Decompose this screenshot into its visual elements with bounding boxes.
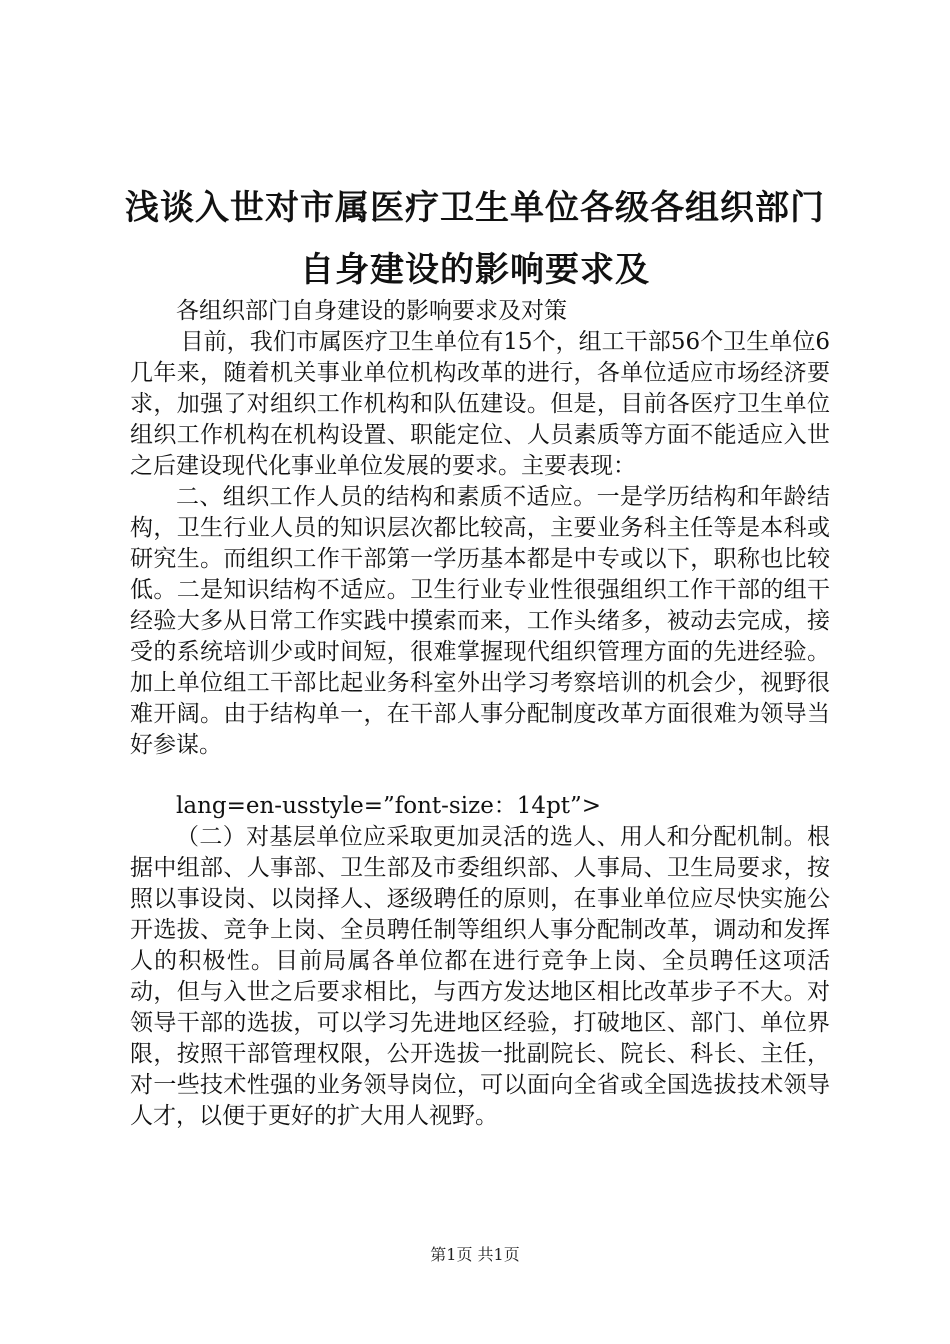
paragraph-stray-markup: lang=en-usstyle=”font-size：14pt”> [176,793,602,819]
document-body [130,296,830,1132]
page-number-footer: 第1页 共1页 [430,1245,520,1264]
paragraph-section-ii: （二）对基层单位应采取更加灵活的选人、用人和分配机制。根据中组部、人事部、卫生部及市委组织部、人事局、卫生局要求，按照以事设岗、以岗择人、逐级聘任的原则，在事业单位应尽快实施公开选拔、竞争上岗、全员聘任制等组织人事分配制改革，调动和发挥人的积极性。目前局属各单位都在进行竞争上岗、全员聘任这项活动，但与入世之后要求相比，与西方发达地区相比改革步子不大。对领导干部的选拔，可以学习先进地区经验，打破地区、部门、单位界限，按照干部管理权限，公开选拔一批副院长、院长、科长、主任，对一些技术性强的业务领导岗位，可以面向全省或全国选拔技术领导人才，以便于更好的扩大用人视野。 [130,824,830,1129]
document-title-line-1: 浅谈入世对市属医疗卫生单位各级各组织部门 [125,188,825,228]
document-title-line-2: 自身建设的影响要求及 [300,250,650,290]
paragraph-subtitle: 各组织部门自身建设的影响要求及对策 [176,298,567,324]
paragraph-section-2: 二、组织工作人员的结构和素质不适应。一是学历结构和年龄结构，卫生行业人员的知识层次都比较高，主要业务科主任等是本科或研究生。而组织工作干部第一学历基本都是中专或以下，职称也比较低。二是知识结构不适应。卫生行业专业性很强组织工作干部的组干经验大多从日常工作实践中摸索而来，工作头绪多，被动去完成，接受的系统培训少或时间短，很难掌握现代组织管理方面的先进经验。加上单位组工干部比起业务科室外出学习考察培训的机会少，视野很难开阔。由于结构单一，在干部人事分配制度改革方面很难为领导当好参谋。 [130,484,830,758]
paragraph-intro: 目前，我们市属医疗卫生单位有15个，组工干部56个卫生单位6几年来，随着机关事业单位机构改革的进行，各单位适应市场经济要求，加强了对组织工作机构和队伍建设。但是，目前各医疗卫生单位组织工作机构在机构设置、职能定位、人员素质等方面不能适应入世之后建设现代化事业单位发展的要求。主要表现： [130,329,830,479]
